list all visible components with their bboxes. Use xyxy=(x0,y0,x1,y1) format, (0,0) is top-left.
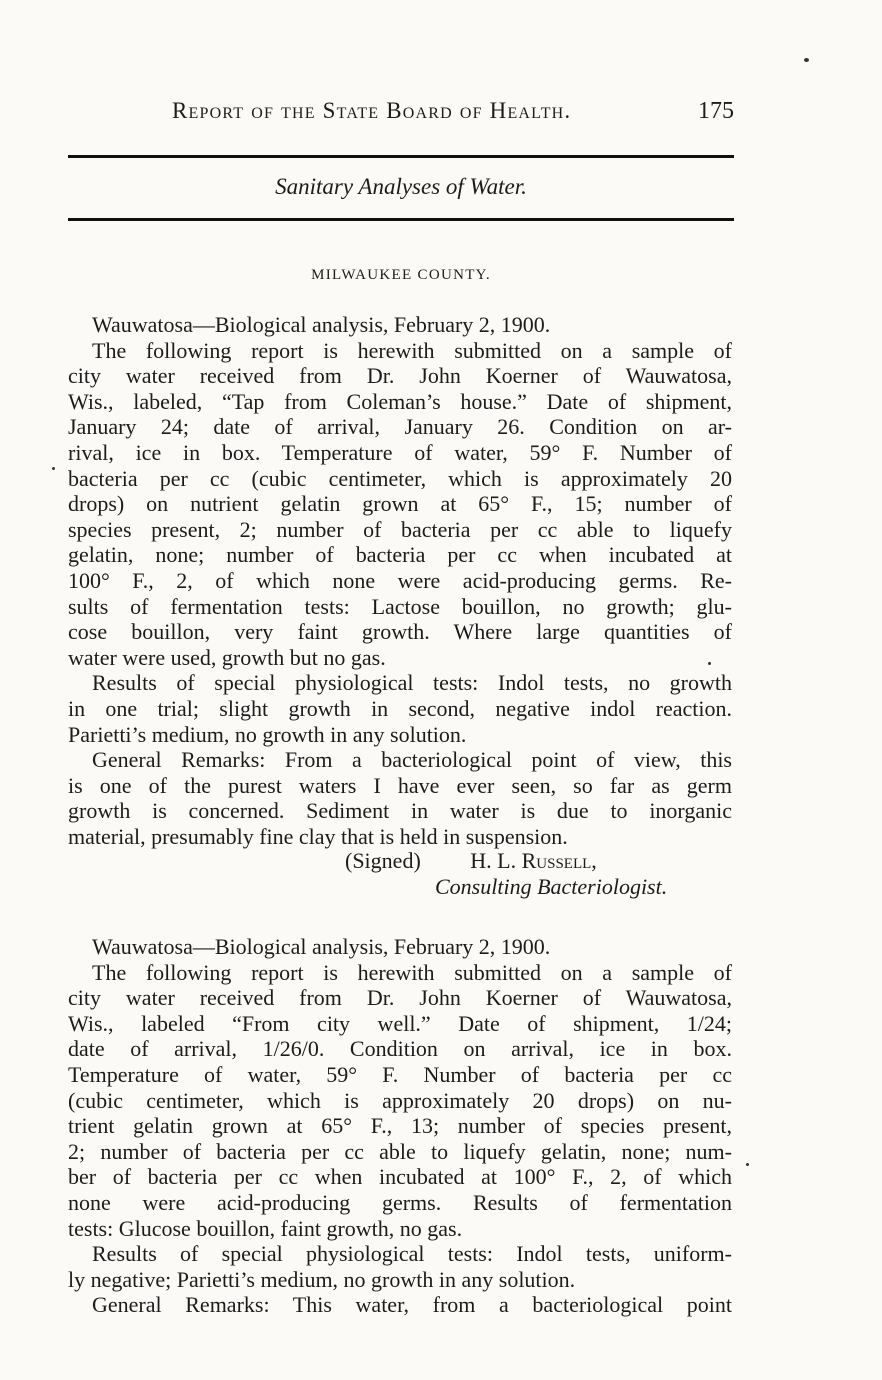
report-1-line: city water received from Dr. John Koerner of Wauwatosa, xyxy=(68,363,732,389)
report-2-body xyxy=(68,934,732,1318)
ink-speck xyxy=(52,467,55,470)
report-1-line: Results of special physiological tests: Indol tests, no growth xyxy=(92,670,732,696)
section-title: Sanitary Analyses of Water. xyxy=(275,174,527,199)
report-1-line: species present, 2; number of bacteria per cc able to liquefy xyxy=(68,516,732,542)
county-heading: MILWAUKEE COUNTY. xyxy=(311,267,491,283)
report-1-line: General Remarks: From a bacteriological point of view, this xyxy=(92,747,732,773)
report-1-line: in one trial; slight growth in second, negative indol reaction. xyxy=(68,695,732,721)
ink-speck xyxy=(708,662,711,665)
report-1-line: Parietti’s medium, no growth in any solution. xyxy=(68,721,467,747)
report-1-line: rival, ice in box. Temperature of water, 59° F. Number of xyxy=(68,439,732,465)
report-2-line: date of arrival, 1/26/0. Condition on arrival, ice in box. xyxy=(68,1036,732,1062)
report-1-line: drops) on nutrient gelatin grown at 65° F., 15; number of xyxy=(68,491,732,517)
signer-title: Consulting Bacteriologist. xyxy=(435,874,668,899)
report-1-line: material, presumably fine clay that is held in suspension. xyxy=(68,823,568,849)
ink-speck xyxy=(746,1163,749,1166)
report-1-line: Wis., labeled, “Tap from Coleman’s house.” Date of shipment, xyxy=(68,388,732,414)
report-2-line: tests: Glucose bouillon, faint growth, no gas. xyxy=(68,1215,463,1241)
page-number: 175 xyxy=(698,98,734,124)
report-2-line: ly negative; Parietti’s medium, no growth in any solution. xyxy=(68,1266,576,1292)
signature-line xyxy=(345,848,597,874)
signer-name: H. L. Russell, xyxy=(470,848,597,873)
report-1-line: 100° F., 2, of which none were acid-producing germs. Re- xyxy=(68,567,732,593)
report-1-line: The following report is herewith submitted on a sample of xyxy=(92,337,732,363)
report-2-line: Wis., labeled “From city well.” Date of shipment, 1/24; xyxy=(68,1010,732,1036)
report-2-line: Results of special physiological tests: Indol tests, uniform- xyxy=(92,1241,732,1267)
report-2-line: The following report is herewith submitted on a sample of xyxy=(92,959,732,985)
report-1-line: is one of the purest waters I have ever seen, so far as germ xyxy=(68,772,732,798)
report-2-line: General Remarks: This water, from a bacteriological point xyxy=(92,1292,732,1318)
report-1-line: sults of fermentation tests: Lactose bouillon, no growth; glu- xyxy=(68,593,732,619)
signed-label: (Signed) xyxy=(345,848,421,873)
report-1-line: gelatin, none; number of bacteria per cc when incubated at xyxy=(68,542,732,568)
ink-speck xyxy=(804,58,809,62)
running-title: Report of the State Board of Health. xyxy=(172,98,572,123)
report-1-line: Wauwatosa—Biological analysis, February 2, 1900. xyxy=(92,312,551,337)
running-head xyxy=(68,98,734,132)
report-1-line: water were used, growth but no gas. xyxy=(68,644,386,670)
report-2-line: none were acid-producing germs. Results of fermentation xyxy=(68,1189,732,1215)
report-1-line: bacteria per cc (cubic centimeter, which is approximately 20 xyxy=(68,465,732,491)
report-2-line: 2; number of bacteria per cc able to liquefy gelatin, none; num- xyxy=(68,1138,732,1164)
section-rule-bottom xyxy=(68,218,734,221)
report-2-line: (cubic centimeter, which is approximately 20 drops) on nu- xyxy=(68,1087,732,1113)
report-1-line: January 24; date of arrival, January 26. Condition on ar- xyxy=(68,414,732,440)
report-2-line: city water received from Dr. John Koerner of Wauwatosa, xyxy=(68,985,732,1011)
report-2-line: Temperature of water, 59° F. Number of bacteria per cc xyxy=(68,1061,732,1087)
report-1-line: cose bouillon, very faint growth. Where large quantities of xyxy=(68,619,732,645)
report-2-line: trient gelatin grown at 65° F., 13; number of species present, xyxy=(68,1113,732,1139)
section-rule-top xyxy=(68,155,734,158)
report-1-line: growth is concerned. Sediment in water is due to inorganic xyxy=(68,798,732,824)
report-2-line: ber of bacteria per cc when incubated at 100° F., 2, of which xyxy=(68,1164,732,1190)
report-2-line: Wauwatosa—Biological analysis, February 2, 1900. xyxy=(92,934,551,959)
report-1-body xyxy=(68,312,732,849)
